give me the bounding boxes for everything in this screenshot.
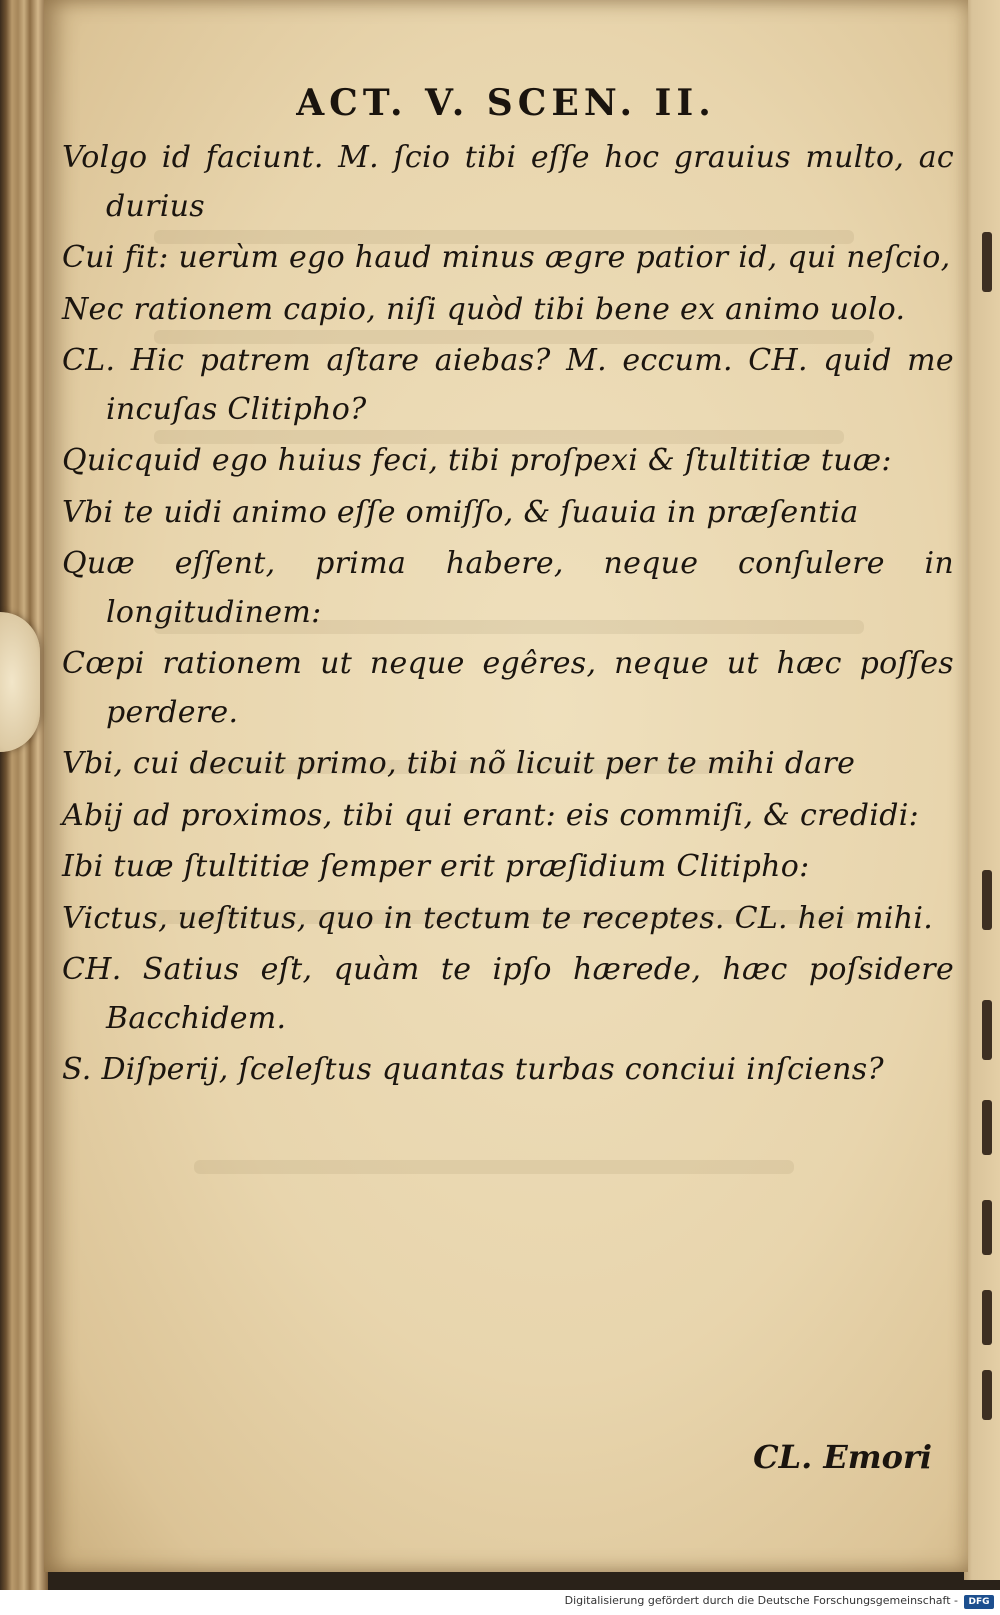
verse-line: Nec rationem capio, niſi quòd tibi bene ex animo uolo. xyxy=(62,291,906,327)
dfg-logo-icon: DFG xyxy=(964,1595,994,1609)
verse-line: Victus, ueſtitus, quo in tectum te receptes. CL. hei mihi. xyxy=(62,900,934,936)
verse-line: CL. Hic patrem aſtare aiebas? M. eccum. CH. quid me incuſas Clitipho? xyxy=(62,343,954,427)
verse-line: Volgo id faciunt. M. ſcio tibi eſſe hoc grauius multo, ac durius xyxy=(62,140,954,224)
verse-line: Vbi, cui decuit primo, tibi nõ licuit per te mihi dare xyxy=(62,746,856,781)
catchword: CL. Emori xyxy=(753,1438,932,1476)
verse-line: Cœpi rationem ut neque egêres, neque ut hæc poſſes perdere. xyxy=(62,646,954,730)
verse-line: S. Diſperij, ſceleſtus quantas turbas conciui inſciens? xyxy=(62,1052,884,1087)
adjacent-page-edge xyxy=(964,0,1000,1580)
adjacent-page-mark xyxy=(982,1200,992,1255)
verse-line: Cui fit: uerùm ego haud minus ægre patior id, qui neſcio, xyxy=(62,240,951,275)
book-page xyxy=(44,0,968,1572)
bleed-through xyxy=(194,1160,794,1174)
adjacent-page-mark xyxy=(982,232,992,292)
verse-text xyxy=(62,134,954,1098)
adjacent-page-mark xyxy=(982,1000,992,1060)
verse-line: CH. Satius eſt, quàm te ipſo hærede, hæc poſsidere Bacchidem. xyxy=(62,952,954,1036)
verse-line: Vbi te uidi animo eſſe omiſſo, & ſuauia in præſentia xyxy=(62,494,859,530)
page-tab xyxy=(0,612,40,752)
verse-line: Quæ eſſent, prima habere, neque conſulere in longitudinem: xyxy=(62,546,954,630)
adjacent-page-mark xyxy=(982,1370,992,1420)
footer-credit: Digitalisierung gefördert durch die Deutsche Forschungsgemeinschaft - xyxy=(564,1594,958,1607)
verse-line: Abij ad proximos, tibi qui erant: eis commiſi, & credidi: xyxy=(62,797,920,833)
book-gutter xyxy=(0,0,48,1615)
adjacent-page-mark xyxy=(982,870,992,930)
running-header: ACT. V. SCEN. II. xyxy=(296,82,716,124)
adjacent-page-mark xyxy=(982,1290,992,1345)
adjacent-page-mark xyxy=(982,1100,992,1155)
digitization-footer xyxy=(0,1590,1000,1615)
verse-line: Quicquid ego huius feci, tibi proſpexi & ſtultitiæ tuæ: xyxy=(62,443,892,478)
verse-line: Ibi tuæ ſtultitiæ ſemper erit præſidium Clitipho: xyxy=(62,849,810,884)
